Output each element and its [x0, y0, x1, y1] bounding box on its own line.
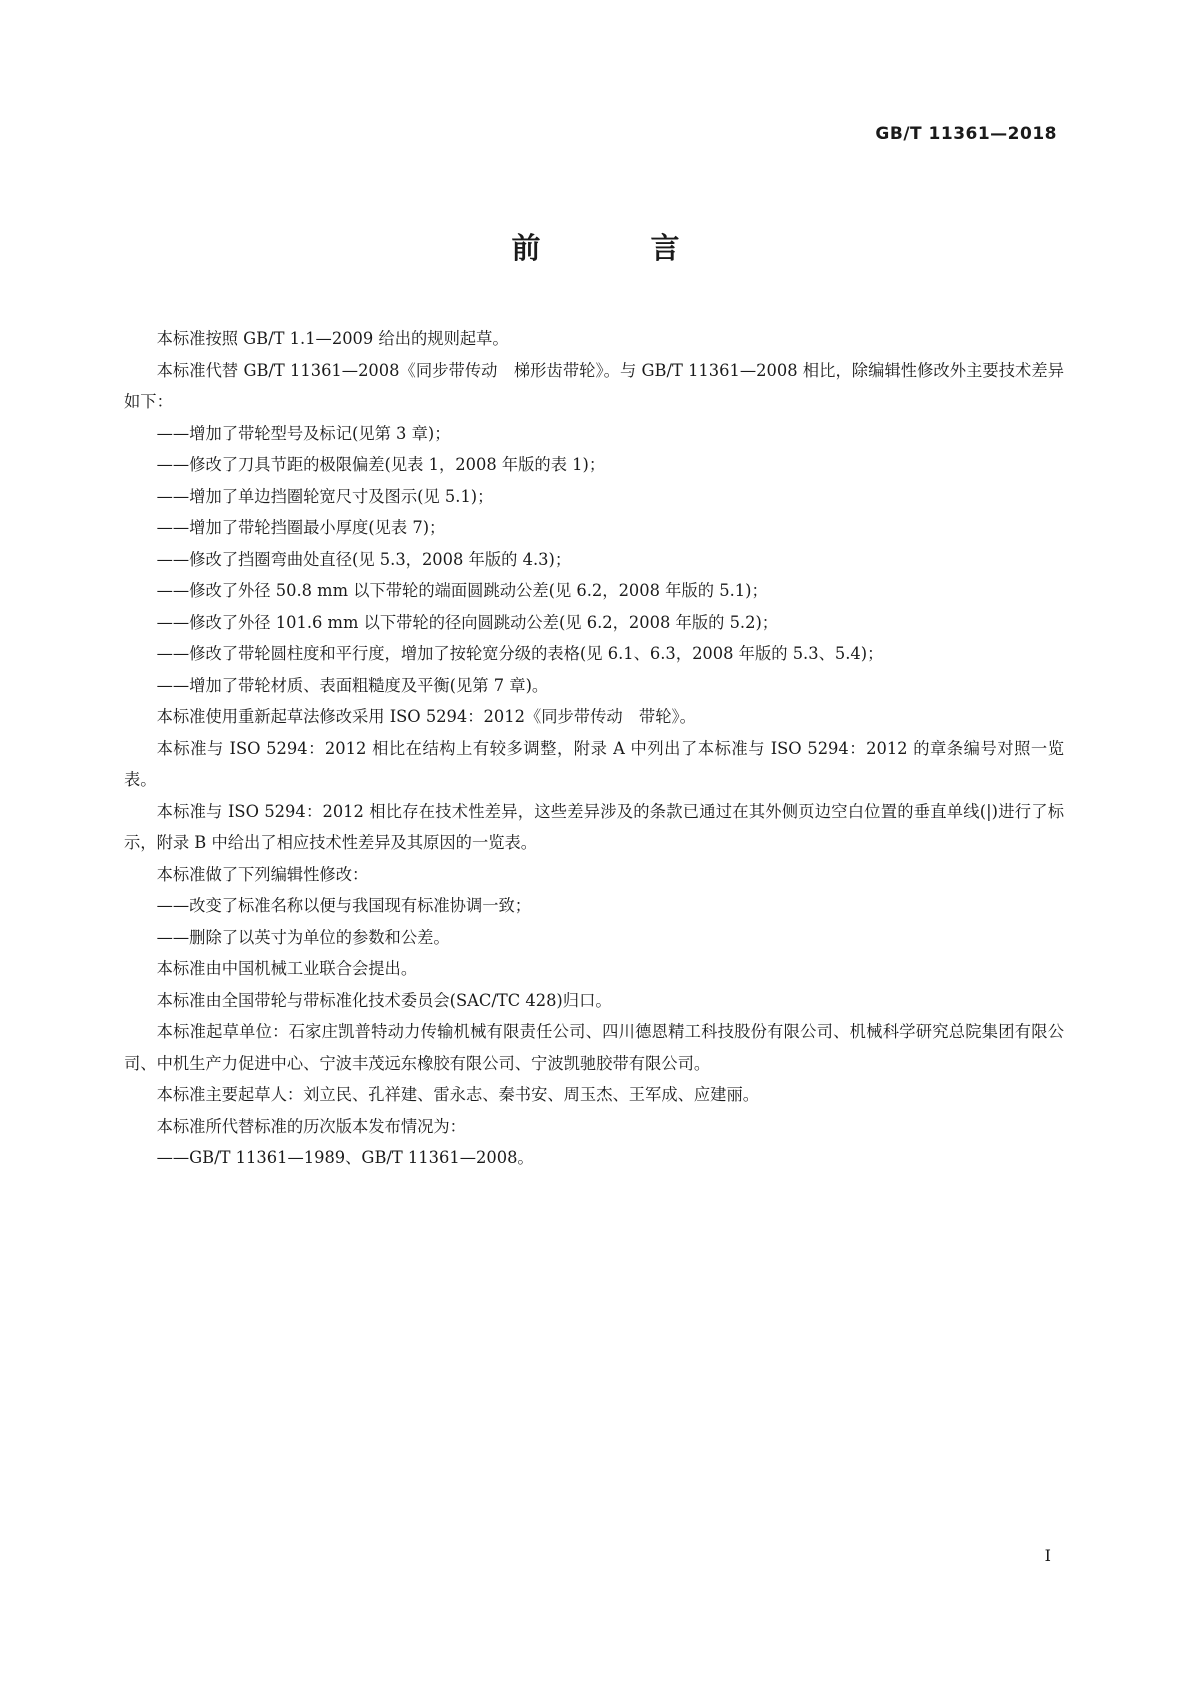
paragraph-drafting-units: 本标准起草单位：石家庄凯普特动力传输机械有限责任公司、四川德恩精工科技股份有限公司、机械科学研究总院集团有限公司、中机生产力促进中心、宁波丰茂远东橡胶有限公司、宁波凯驰胶带有限公司。: [124, 1022, 1064, 1073]
paragraph-replaces: 本标准代替 GB/T 11361—2008《同步带传动 梯形齿带轮》。与 GB/T 11361—2008 相比，除编辑性修改外主要技术差异如下：: [124, 360, 1064, 411]
list-item: ——增加了单边挡圈轮宽尺寸及图示(见 5.1)；: [156, 486, 494, 506]
list-item: ——修改了外径 101.6 mm 以下带轮的径向圆跳动公差(见 6.2，2008 年版的 5.2)；: [156, 612, 779, 632]
paragraph-editorial: 本标准做了下列编辑性修改：: [156, 864, 369, 884]
list-item: ——增加了带轮挡圈最小厚度(见表 7)；: [156, 518, 446, 537]
list-item: ——改变了标准名称以便与我国现有标准协调一致；: [156, 896, 532, 915]
list-item: ——修改了带轮圆柱度和平行度，增加了按轮宽分级的表格(见 6.1、6.3，2008 年版的 5.3、5.4)；: [156, 644, 884, 663]
paragraph-structure: 本标准与 ISO 5294：2012 相比在结构上有较多调整，附录 A 中列出了本标准与 ISO 5294：2012 的章条编号对照一览表。: [124, 738, 1064, 789]
standard-code: GB/T 11361—2018: [875, 124, 1057, 144]
list-item: ——修改了刀具节距的极限偏差(见表 1，2008 年版的表 1)；: [156, 455, 606, 474]
paragraph-technical-committee: 本标准由全国带轮与带标准化技术委员会(SAC/TC 428)归口。: [156, 990, 612, 1010]
foreword-body: [124, 323, 1064, 1174]
page-number: I: [1044, 1546, 1051, 1565]
paragraph-drafting-rules: 本标准按照 GB/T 1.1—2009 给出的规则起草。: [156, 329, 509, 348]
list-item: ——GB/T 11361—1989、GB/T 11361—2008。: [156, 1148, 534, 1167]
list-item: ——删除了以英寸为单位的参数和公差。: [156, 927, 450, 947]
paragraph-previous-editions: 本标准所代替标准的历次版本发布情况为：: [156, 1116, 466, 1136]
paragraph-adoption: 本标准使用重新起草法修改采用 ISO 5294：2012《同步带传动 带轮》。: [156, 707, 696, 726]
page-title: 前 言: [511, 231, 730, 265]
list-item: ——增加了带轮型号及标记(见第 3 章)；: [156, 423, 451, 443]
list-item: ——增加了带轮材质、表面粗糙度及平衡(见第 7 章)。: [156, 675, 549, 695]
paragraph-drafters: 本标准主要起草人：刘立民、孔祥建、雷永志、秦书安、周玉杰、王军成、应建丽。: [156, 1085, 760, 1104]
list-item: ——修改了挡圈弯曲处直径(见 5.3，2008 年版的 4.3)；: [156, 549, 572, 569]
paragraph-proposed-by: 本标准由中国机械工业联合会提出。: [156, 959, 418, 978]
list-item: ——修改了外径 50.8 mm 以下带轮的端面圆跳动公差(见 6.2，2008 年版的 5.1)；: [156, 581, 768, 600]
paragraph-technical-differences: 本标准与 ISO 5294：2012 相比存在技术性差异，这些差异涉及的条款已通过在其外侧页边空白位置的垂直单线(|)进行了标示，附录 B 中给出了相应技术性差异及其原因的一览表。: [124, 801, 1064, 852]
